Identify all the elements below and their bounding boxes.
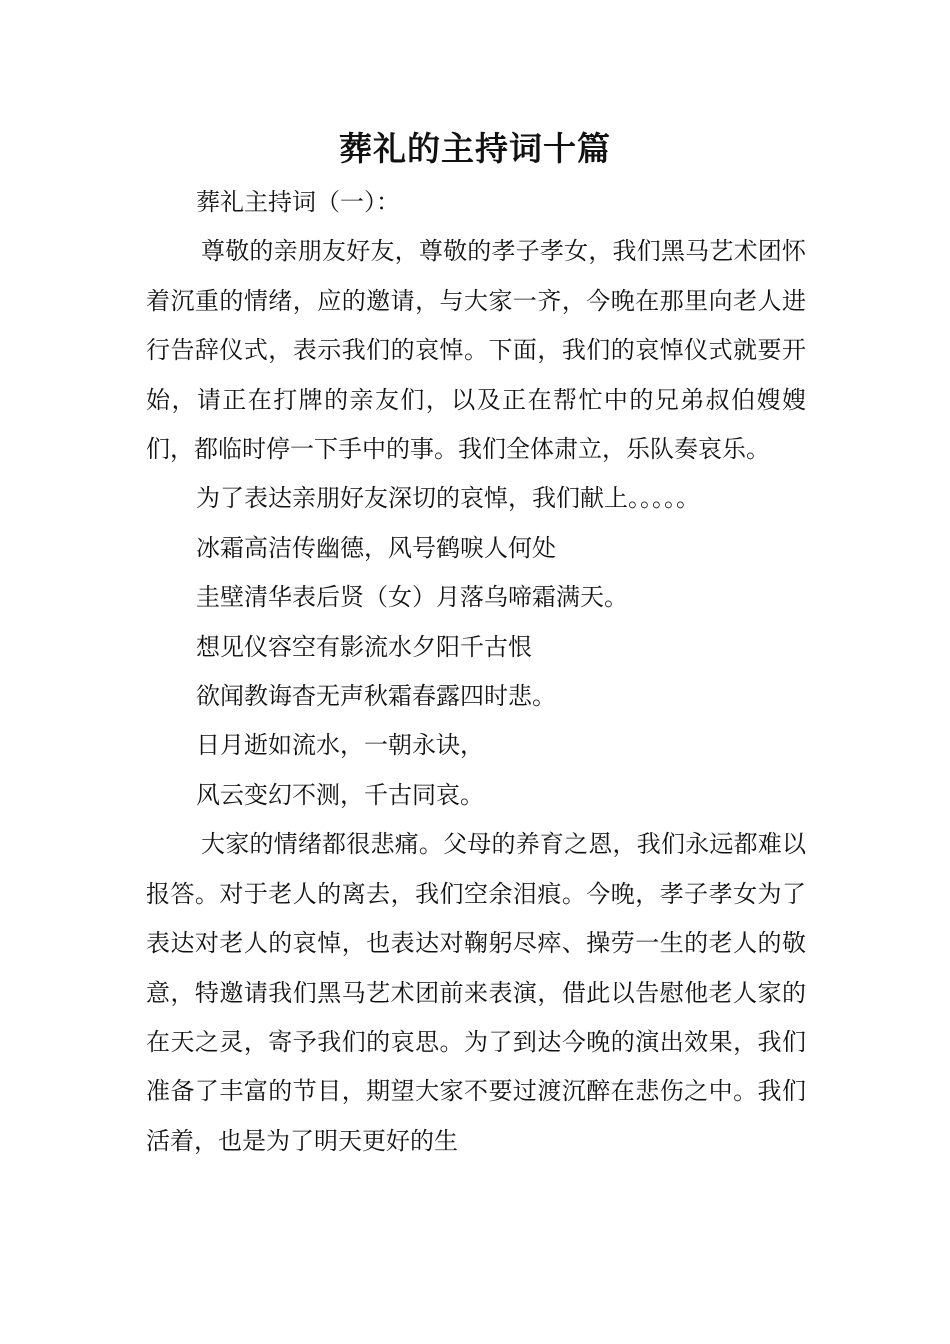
paragraph: 为了表达亲朋好友深切的哀悼，我们献上。。。。。 — [196, 484, 700, 513]
couplet-line: 日月逝如流水，一朝永诀， — [196, 731, 484, 760]
section-heading: 葬礼主持词（一）： — [196, 188, 400, 216]
document-title: 葬礼的主持词十篇 — [339, 129, 611, 168]
couplet-line: 冰霜高洁传幽德，风号鹤唳人何处 — [196, 533, 556, 562]
couplet-line: 欲闻教诲杳无声秋霜春露四时悲。 — [196, 682, 556, 711]
couplet-line: 圭壁清华表后贤（女）月落乌啼霜满天。 — [196, 583, 628, 612]
document-body — [146, 178, 806, 1166]
couplet-line: 风云变幻不测，千古同哀。 — [196, 780, 484, 809]
paragraph: 大家的情绪都很悲痛。父母的养育之恩，我们永远都难以报答。对于老人的离去，我们空余泪痕。今晚，孝子孝女为了表达对老人的哀悼，也表达对鞠躬尽瘁、操劳一生的老人的敬意，特邀请我们黑马艺术团前来表演，借此以告慰他老人家的在天之灵，寄予我们的哀思。为了到达今晚的演出效果，我们准备了丰富的节目，期望大家不要过渡沉醉在悲伤之中。我们活着，也是为了明天更好的生 — [146, 830, 806, 1155]
couplet-line: 想见仪容空有影流水夕阳千古恨 — [196, 632, 532, 661]
paragraph: 尊敬的亲朋友好友，尊敬的孝子孝女，我们黑马艺术团怀着沉重的情绪，应的邀请，与大家一齐，今晚在那里向老人进行告辞仪式，表示我们的哀悼。下面，我们的哀悼仪式就要开始，请正在打牌的亲友们，以及正在帮忙中的兄弟叔伯嫂嫂们，都临时停一下手中的事。我们全体肃立，乐队奏哀乐。 — [146, 237, 806, 464]
